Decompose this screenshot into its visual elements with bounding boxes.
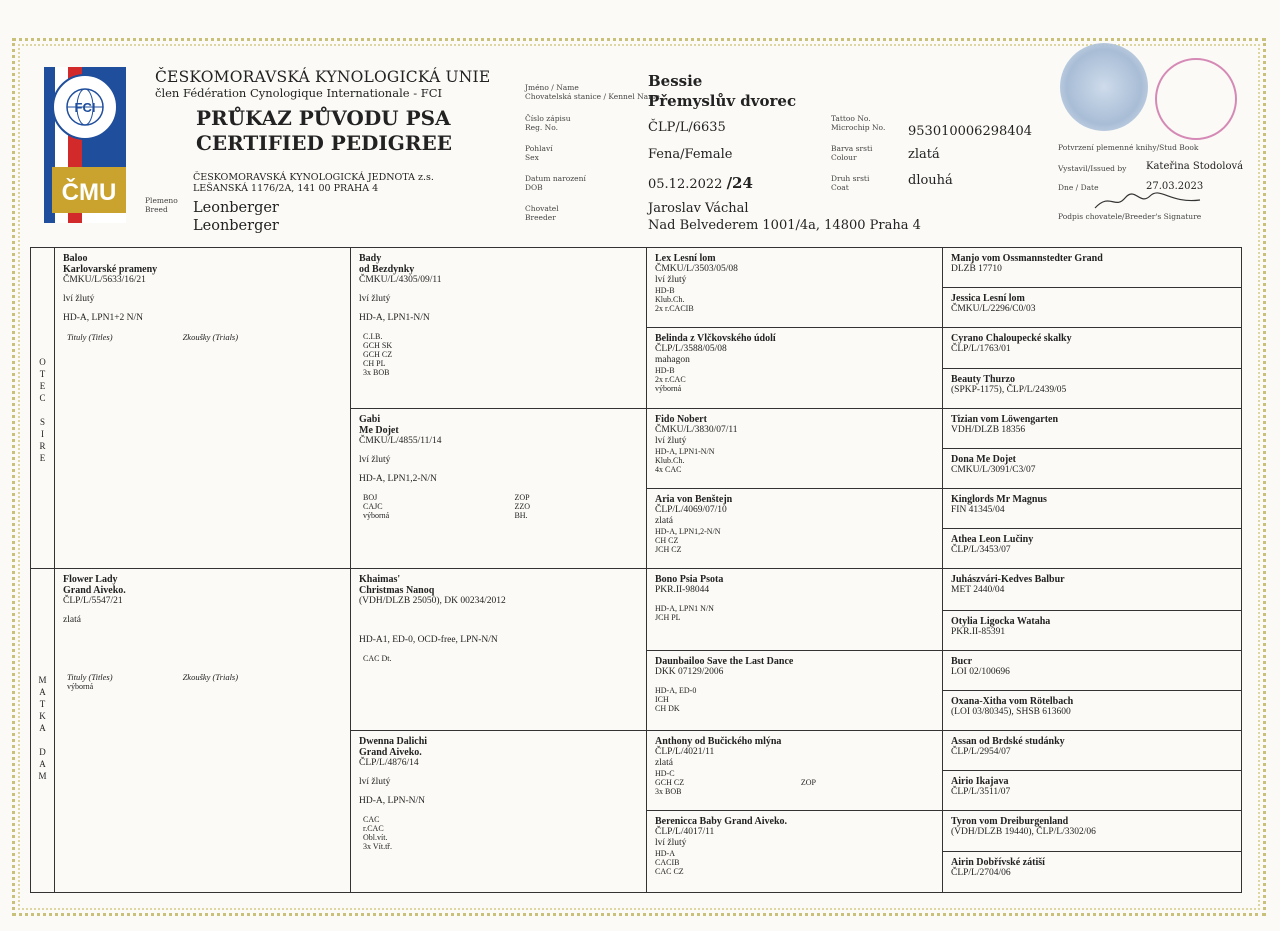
colour-label: Barva srsti Colour bbox=[831, 144, 873, 162]
colour: zlatá bbox=[908, 147, 940, 162]
pedigree-sire-sire: Bady od Bezdynky ČMKU/L/4305/09/11 lví žlutý HD-A, LPN1-N/N C.I.B. GCH SK GCH CZ CH PL 3x BOB bbox=[351, 248, 647, 409]
pedigree-g4-15: Tyron vom Dreiburgenland (VDH/DLZB 19440), ČLP/L/3302/06 bbox=[943, 811, 1242, 851]
pedigree-g4-14: Airio Ikajava ČLP/L/3511/07 bbox=[943, 771, 1242, 811]
pedigree-g4-9: Juhászvári-Kedves Balbur MET 2440/04 bbox=[943, 569, 1242, 610]
date-label: Dne / Date bbox=[1058, 183, 1099, 192]
dob-label: Datum narození DOB bbox=[525, 174, 586, 192]
pedigree-g3-2: Belinda z Vlčkovského údolí ČLP/L/3588/05/08 mahagon HD-B 2x r.CAC výborná bbox=[647, 328, 943, 408]
title-en: CERTIFIED PEDIGREE bbox=[196, 131, 452, 155]
pedigree-g4-3: Cyrano Chaloupecké skalky ČLP/L/1763/01 bbox=[943, 328, 1242, 368]
pedigree-dam: Flower Lady Grand Aiveko. ČLP/L/5547/21 zlatá Tituly (Titles) Zkoušky (Trials) výborná bbox=[55, 569, 351, 893]
sub-org: ČESKOMORAVSKÁ KYNOLOGICKÁ JEDNOTA z.s. bbox=[193, 172, 434, 183]
microchip: 953010006298404 bbox=[908, 124, 1033, 139]
fci-logo-text: FCI bbox=[74, 100, 96, 115]
pedigree-g4-10: Otylia Ligocka Wataha PKR.II-85391 bbox=[943, 610, 1242, 650]
org-name: ČESKOMORAVSKÁ KYNOLOGICKÁ UNIE bbox=[155, 68, 491, 86]
pedigree-g3-8: Berenicca Baby Grand Aiveko. ČLP/L/4017/11 lví žlutý HD-A CACIB CAC CZ bbox=[647, 811, 943, 893]
pedigree-g4-2: Jessica Lesní lom ČMKU/L/2296/C0/03 bbox=[943, 288, 1242, 328]
seal-stamp bbox=[1060, 43, 1148, 131]
sex: Fena/Female bbox=[648, 147, 733, 162]
dam-side-label: M A T K A D A M bbox=[31, 569, 55, 893]
pedigree-g4-8: Athea Leon Lučiny ČLP/L/3453/07 bbox=[943, 529, 1242, 569]
signature-label: Podpis chovatele/Breeder's Signature bbox=[1058, 212, 1202, 221]
kennel-club-stamp bbox=[1155, 58, 1237, 140]
title-cz: PRŮKAZ PŮVODU PSA bbox=[196, 106, 451, 130]
pedigree-sire: Baloo Karlovarské prameny ČMKU/L/5633/16/21 lví žlutý HD-A, LPN1+2 N/N Tituly (Titles) Zkoušky (Trials) bbox=[55, 248, 351, 569]
pedigree-g3-1: Lex Lesní lom ČMKU/L/3503/05/08 lví žlutý HD-B Klub.Ch. 2x r.CACIB bbox=[647, 248, 943, 328]
cmku-logo bbox=[44, 67, 126, 223]
breeder-label: Chovatel Breeder bbox=[525, 204, 559, 222]
fci-member: člen Fédération Cynologique Internationale - FCI bbox=[155, 86, 443, 100]
pedigree-g4-16: Airin Dobřívské zátiší ČLP/L/2704/06 bbox=[943, 851, 1242, 892]
issued-label: Vystavil/Issued by bbox=[1058, 164, 1127, 173]
pedigree-dam-sire: Khaimas' Christmas Nanoq (VDH/DLZB 25050), DK 00234/2012 HD-A1, ED-0, OCD-free, LPN-N/N CAC Dt. bbox=[351, 569, 647, 731]
pedigree-g3-4: Aria von Benštejn ČLP/L/4069/07/10 zlatá HD-A, LPN1,2-N/N CH CZ JCH CZ bbox=[647, 489, 943, 569]
pedigree-g3-3: Fido Nobert ČMKU/L/3830/07/11 lví žlutý HD-A, LPN1-N/N Klub.Ch. 4x CAC bbox=[647, 408, 943, 488]
breed-label: Plemeno Breed bbox=[145, 196, 178, 214]
pedigree-g4-12: Oxana-Xitha vom Rötelbach (LOI 03/80345), SHSB 613600 bbox=[943, 690, 1242, 730]
pedigree-g4-5: Tizian vom Löwengarten VDH/DLZB 18356 bbox=[943, 408, 1242, 448]
breed-cz: Leonberger bbox=[193, 200, 279, 216]
cmu-logo-text: ČMU bbox=[61, 179, 117, 206]
coat: dlouhá bbox=[908, 173, 953, 188]
pedigree-g4-7: Kinglords Mr Magnus FIN 41345/04 bbox=[943, 489, 1242, 529]
address: LEŠANSKÁ 1176/2A, 141 00 PRAHA 4 bbox=[193, 183, 379, 194]
name-label: Jméno / Name Chovatelská stanice / Kennel Name bbox=[525, 83, 660, 101]
pedigree-g4-4: Beauty Thurzo (SPKP-1175), ČLP/L/2439/05 bbox=[943, 368, 1242, 408]
pedigree-g4-13: Assan od Brdské studánky ČLP/L/2954/07 bbox=[943, 731, 1242, 771]
sex-label: Pohlaví Sex bbox=[525, 144, 553, 162]
pedigree-g3-7: Anthony od Bučického mlýna ČLP/L/4021/11 zlatá HD-C GCH CZ ZOP 3x BOB bbox=[647, 731, 943, 811]
dob: 05.12.2022 /24 bbox=[648, 174, 753, 192]
pedigree-table bbox=[30, 247, 1242, 893]
reg-label: Číslo zápisu Reg. No. bbox=[525, 114, 571, 132]
dog-kennel: Přemyslův dvorec bbox=[648, 92, 797, 110]
reg-no: ČLP/L/6635 bbox=[648, 120, 726, 135]
pedigree-g3-5: Bono Psia Psota PKR.II-98044 HD-A, LPN1 N/N JCH PL bbox=[647, 569, 943, 650]
tattoo-label: Tattoo No. Microchip No. bbox=[831, 114, 886, 132]
pedigree-sire-dam: Gabi Me Dojet ČMKU/L/4855/11/14 lví žlutý HD-A, LPN1,2-N/N BOJ CAJC výborná ZOP ZZO BH. bbox=[351, 408, 647, 569]
issue-date: 27.03.2023 bbox=[1146, 181, 1204, 192]
dog-name: Bessie bbox=[648, 72, 703, 90]
breeder-name: Jaroslav Váchal bbox=[648, 201, 749, 216]
pedigree-dam-dam: Dwenna Dalichi Grand Aiveko. ČLP/L/4876/14 lví žlutý HD-A, LPN-N/N CAC r.CAC Obl.vít. 3x Vít.tř. bbox=[351, 731, 647, 893]
coat-label: Druh srsti Coat bbox=[831, 174, 870, 192]
issued-by: Kateřina Stodolová bbox=[1146, 161, 1244, 172]
pedigree-g3-6: Daunbailoo Save the Last Dance DKK 07129/2006 HD-A, ED-0 ICH CH DK bbox=[647, 650, 943, 730]
pedigree-g4-6: Dona Me Dojet CMKU/L/3091/C3/07 bbox=[943, 448, 1242, 488]
pedigree-g4-1: Manjo vom Ossmannstedter Grand DLZB 17710 bbox=[943, 248, 1242, 288]
pedigree-g4-11: Bucr LOI 02/100696 bbox=[943, 650, 1242, 690]
sire-side-label: O T E C S I R E bbox=[31, 248, 55, 569]
breeder-signature bbox=[1090, 190, 1210, 212]
breed-en: Leonberger bbox=[193, 218, 279, 234]
stud-book-label: Potvrzení plemenné knihy/Stud Book bbox=[1058, 143, 1199, 152]
breeder-address: Nad Belvederem 1001/4a, 14800 Praha 4 bbox=[648, 218, 921, 233]
